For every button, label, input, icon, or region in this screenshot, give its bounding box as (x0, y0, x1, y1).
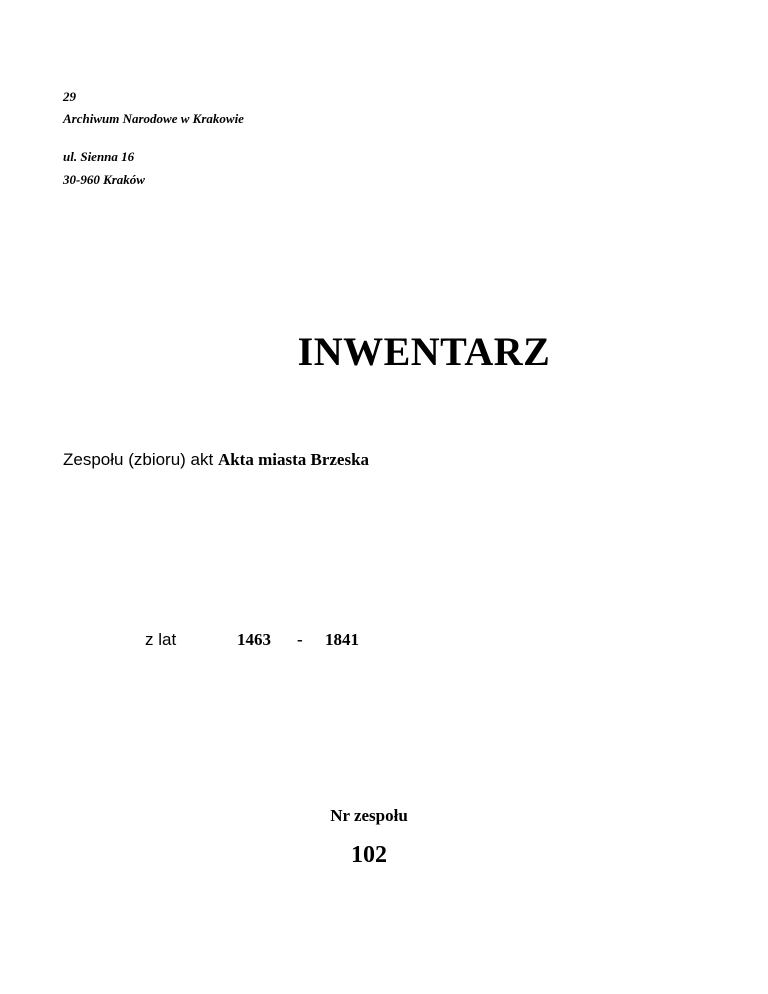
fonds-line (63, 448, 369, 472)
archive-street-address: ul. Sienna 16 (63, 149, 135, 164)
fonds-name: Akta miasta Brzeska (217, 450, 370, 469)
year-to: 1841 (325, 630, 359, 649)
archive-postal-city: 30-960 Kraków (63, 172, 145, 187)
fonds-number-value: 102 (351, 842, 387, 868)
document-number: 29 (63, 89, 76, 104)
year-range-dash: - (297, 630, 303, 649)
year-from: 1463 (237, 630, 271, 649)
years-label: z lat (145, 630, 177, 649)
archive-name: Archiwum Narodowe w Krakowie (63, 111, 244, 126)
fonds-label: Zespołu (zbioru) akt (63, 450, 218, 469)
fonds-number-label: Nr zespołu (330, 806, 408, 825)
document-title: INWENTARZ (297, 329, 551, 374)
